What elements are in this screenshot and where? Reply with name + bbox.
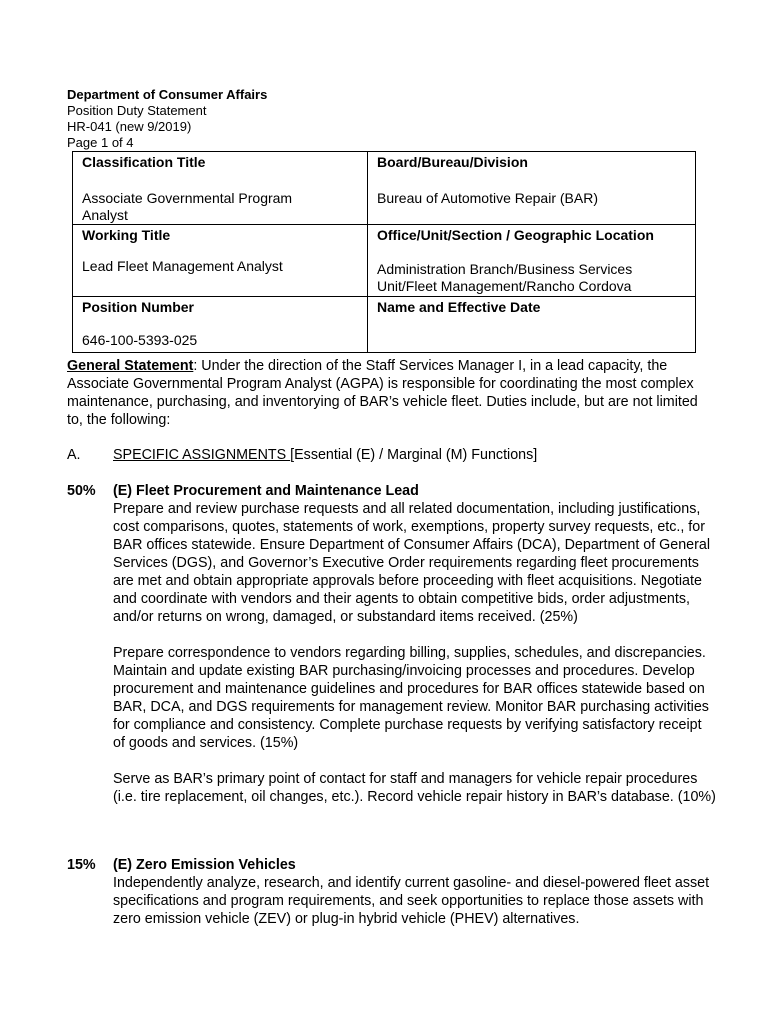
position-number-value: 646-100-5393-025 (82, 332, 198, 348)
general-statement (67, 357, 707, 429)
section-a-title: SPECIFIC ASSIGNMENTS (113, 447, 291, 463)
classification-title-cell (73, 152, 368, 225)
position-number-cell (73, 297, 368, 353)
board-cell (368, 152, 696, 225)
duty-block (67, 856, 717, 928)
department-name: Department of Consumer Affairs (67, 87, 268, 102)
name-date-label: Name and Effective Date (377, 299, 541, 315)
general-statement-text: : Under the direction of the Staff Services Manager I, in a lead capacity, the Associate Governmental Program Analyst (AGPA) is responsible for coordinating the most complex maintenance, purchasing, and inventorying of BAR’s vehicle fleet. Duties include, but are not limited to, the following: (67, 358, 698, 428)
page-number: Page 1 of 4 (67, 135, 134, 150)
classification-title-label: Classification Title (82, 154, 206, 170)
duty-paragraph: Prepare and review purchase requests and all related documentation, including justifications, cost comparisons, quotes, statements of work, exemptions, property survey requests, etc., for BAR offices statewide. Ensure Department of Consumer Affairs (DCA), Department of General Services (DGS), and Governor’s Executive Order requirements regarding fleet procurements are met and obtain appropriate approvals before proceeding with fleet acquisitions. Negotiate and coordinate with vendors and their agents to obtain competitive bids, order adjustments, and/or returns on wrong, damaged, or substandard items received. (25%) (113, 501, 711, 625)
section-a-letter: A. (67, 447, 81, 463)
section-a-heading (67, 446, 707, 464)
classification-title-value: Associate Governmental Program Analyst (82, 190, 293, 223)
duty-paragraph: Independently analyze, research, and identify current gasoline- and diesel-powered fleet asset specifications and program requirements, and seek opportunities to replace those assets with zero emission vehicle (ZEV) or plug-in hybrid vehicle (PHEV) alternatives. (113, 875, 710, 927)
document-header (67, 87, 267, 151)
office-label: Office/Unit/Section / Geographic Location (377, 227, 654, 243)
position-info-table (72, 151, 696, 353)
board-value: Bureau of Automotive Repair (BAR) (377, 190, 598, 206)
working-title-value: Lead Fleet Management Analyst (82, 258, 283, 274)
board-label: Board/Bureau/Division (377, 154, 528, 170)
duty-block (67, 482, 717, 806)
position-number-label: Position Number (82, 299, 195, 315)
duty-title: (E) Fleet Procurement and Maintenance Lead (113, 483, 419, 499)
working-title-label: Working Title (82, 227, 171, 243)
office-value-line2: Unit/Fleet Management/Rancho Cordova (377, 278, 632, 294)
duty-paragraph: Serve as BAR’s primary point of contact for staff and managers for vehicle repair procedures (i.e. tire replacement, oil changes, etc.). Record vehicle repair history in BAR’s database. (10%) (113, 771, 716, 805)
section-a-suffix: [Essential (E) / Marginal (M) Functions] (290, 447, 538, 463)
duty-paragraph: Prepare correspondence to vendors regarding billing, supplies, schedules, and discrepancies. Maintain and update existing BAR purchasing/invoicing processes and procedures. Develop procurement and maintenance guidelines and procedures for BAR offices statewide based on BAR, DCA, and DGS requirements for management review. Monitor BAR purchasing activities for compliance and consistency. Complete purchase requests by verifying satisfactory receipt of goods and services. (15%) (113, 645, 709, 751)
office-cell (368, 225, 696, 297)
duty-title: (E) Zero Emission Vehicles (113, 857, 296, 873)
form-number: HR-041 (new 9/2019) (67, 119, 192, 134)
document-type: Position Duty Statement (67, 103, 207, 118)
duty-percent: 50% (67, 483, 96, 499)
name-date-cell (368, 297, 696, 353)
office-value-line1: Administration Branch/Business Services (377, 261, 633, 277)
duty-percent: 15% (67, 857, 96, 873)
working-title-cell (73, 225, 368, 297)
general-statement-label: General Statement (67, 358, 194, 374)
